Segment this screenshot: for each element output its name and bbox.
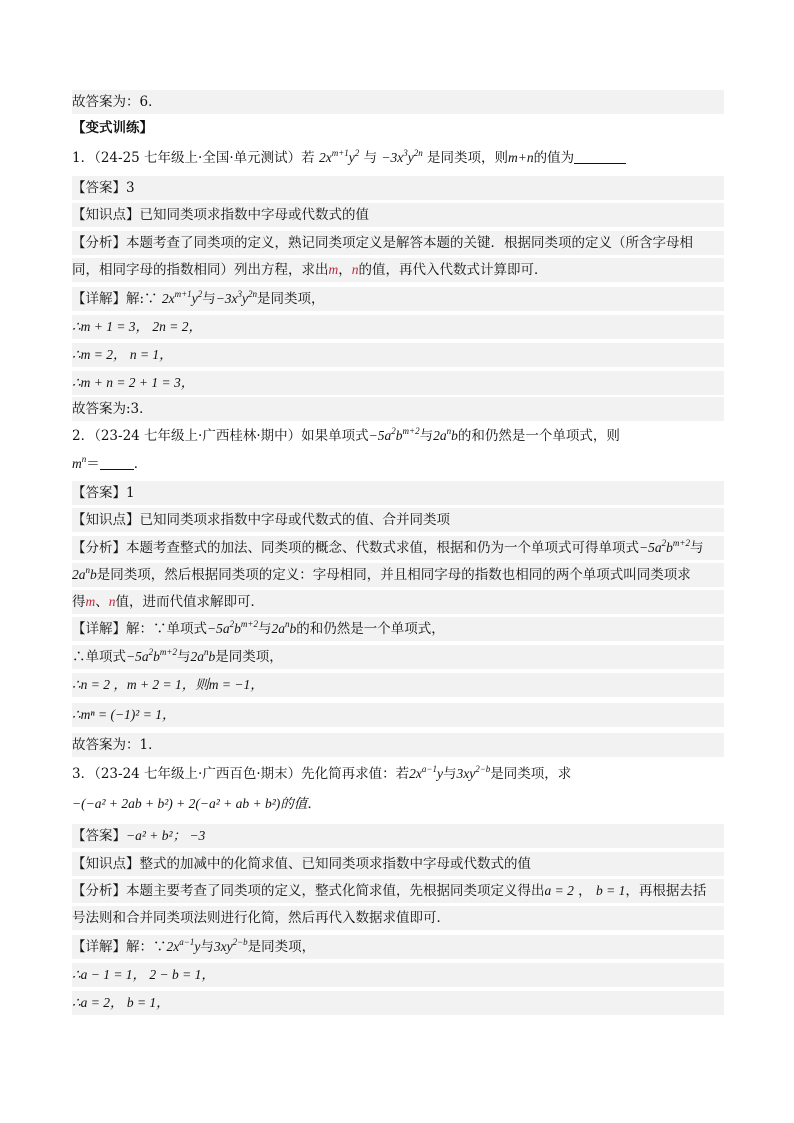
q2-detail-2: ∴单项式$-5a^2b^{m+2}$与$2a^nb$是同类项， <box>72 645 724 669</box>
q2-detail-1: 【详解】解：∵单项式$-5a^2b^{m+2}$与$2a^nb$的和仍然是一个单项式， <box>72 617 724 641</box>
q3-stem-2: −(−a² + 2ab + b²) + 2(−a² + ab + b²)的值． <box>72 796 321 811</box>
q2-analysis-3: 得m、n值，进而代值求解即可． <box>72 590 724 614</box>
q1-stem: 1．（24-25 七年级上·全国·单元测试）若 $2x^{m+1}y^2$ 与 $-3x^3y^{2n}$ 是同类项，则m+n的值为 <box>72 146 724 170</box>
q1-detail-2: ∴m + 1 = 3， 2n = 2， <box>72 315 724 339</box>
q3-detail-3: ∴a = 2， b = 1， <box>72 991 724 1015</box>
q1-final: 故答案为:3． <box>72 397 724 421</box>
answer-conclusion: 故答案为：6． <box>72 90 724 114</box>
q2-analysis-2: $2a^nb$是同类项，然后根据同类项的定义：字母相同，并且相同字母的指数也相同的两个单项式叫同类项求 <box>72 563 724 587</box>
q3-detail-2: ∴a − 1 = 1， 2 − b = 1， <box>72 963 724 987</box>
q1-answer: 【答案】3 <box>72 176 724 200</box>
q1-detail-4: ∴m + n = 2 + 1 = 3， <box>72 371 724 395</box>
q2-final: 故答案为：1． <box>72 733 724 757</box>
q2-answer: 【答案】1 <box>72 481 724 505</box>
q1-knowledge: 【知识点】已知同类项求指数中字母或代数式的值 <box>72 203 724 227</box>
q1-analysis-2: 同，相同字母的指数相同）列出方程，求出m，n的值，再代入代数式计算即可． <box>72 258 724 282</box>
q2-detail-3: ∴n = 2 ，m + 2 = 1，则m = −1， <box>72 673 724 697</box>
q3-stem-1: 3．（23-24 七年级上·广西百色·期末）先化简再求值：若$2x^{a-1}y$与$3xy^{2-b}$是同类项，求 <box>72 764 572 782</box>
q2-knowledge: 【知识点】已知同类项求指数中字母或代数式的值、合并同类项 <box>72 508 724 532</box>
q1-detail-3: ∴m = 2， n = 1， <box>72 343 724 367</box>
q1-analysis-1: 【分析】本题考查了同类项的定义，熟记同类项定义是解答本题的关键．根据同类项的定义（所含字母相 <box>72 231 724 255</box>
q3-analysis-2: 号法则和合并同类项法则进行化简，然后再代入数据求值即可． <box>72 906 724 930</box>
q3-analysis-1: 【分析】本题主要考查了同类项的定义，整式化简求值，先根据同类项定义得出a = 2 ， b = 1，再根据去括 <box>72 879 724 903</box>
q1-detail-1: 【详解】解:∵ $2x^{m+1}y^2$与$-3x^3y^{2n}$是同类项， <box>72 287 724 311</box>
q2-analysis-1: 【分析】本题考查整式的加法、同类项的概念、代数式求值，根据和仍为一个单项式可得单项式$-5a^2b^{m+2}$与 <box>72 536 724 560</box>
q2-stem-2: $m^n=$ ． <box>72 454 148 472</box>
q3-answer: 【答案】−a² + b²； −3 <box>72 824 724 848</box>
q2-stem-1: 2．（23-24 七年级上·广西桂林·期中）如果单项式$-5a^2b^{m+2}$与$2a^nb$的和仍然是一个单项式，则 <box>72 426 620 444</box>
variant-training-header: 【变式训练】 <box>72 120 153 136</box>
q2-detail-4: ∴mⁿ = (−1)² = 1， <box>72 703 724 727</box>
q3-knowledge: 【知识点】整式的加减中的化简求值、已知同类项求指数中字母或代数式的值 <box>72 852 724 876</box>
q3-detail-1: 【详解】解：$\because 2x^{a-1}y$与$3xy^{2-b}$是同类项， <box>72 935 724 959</box>
